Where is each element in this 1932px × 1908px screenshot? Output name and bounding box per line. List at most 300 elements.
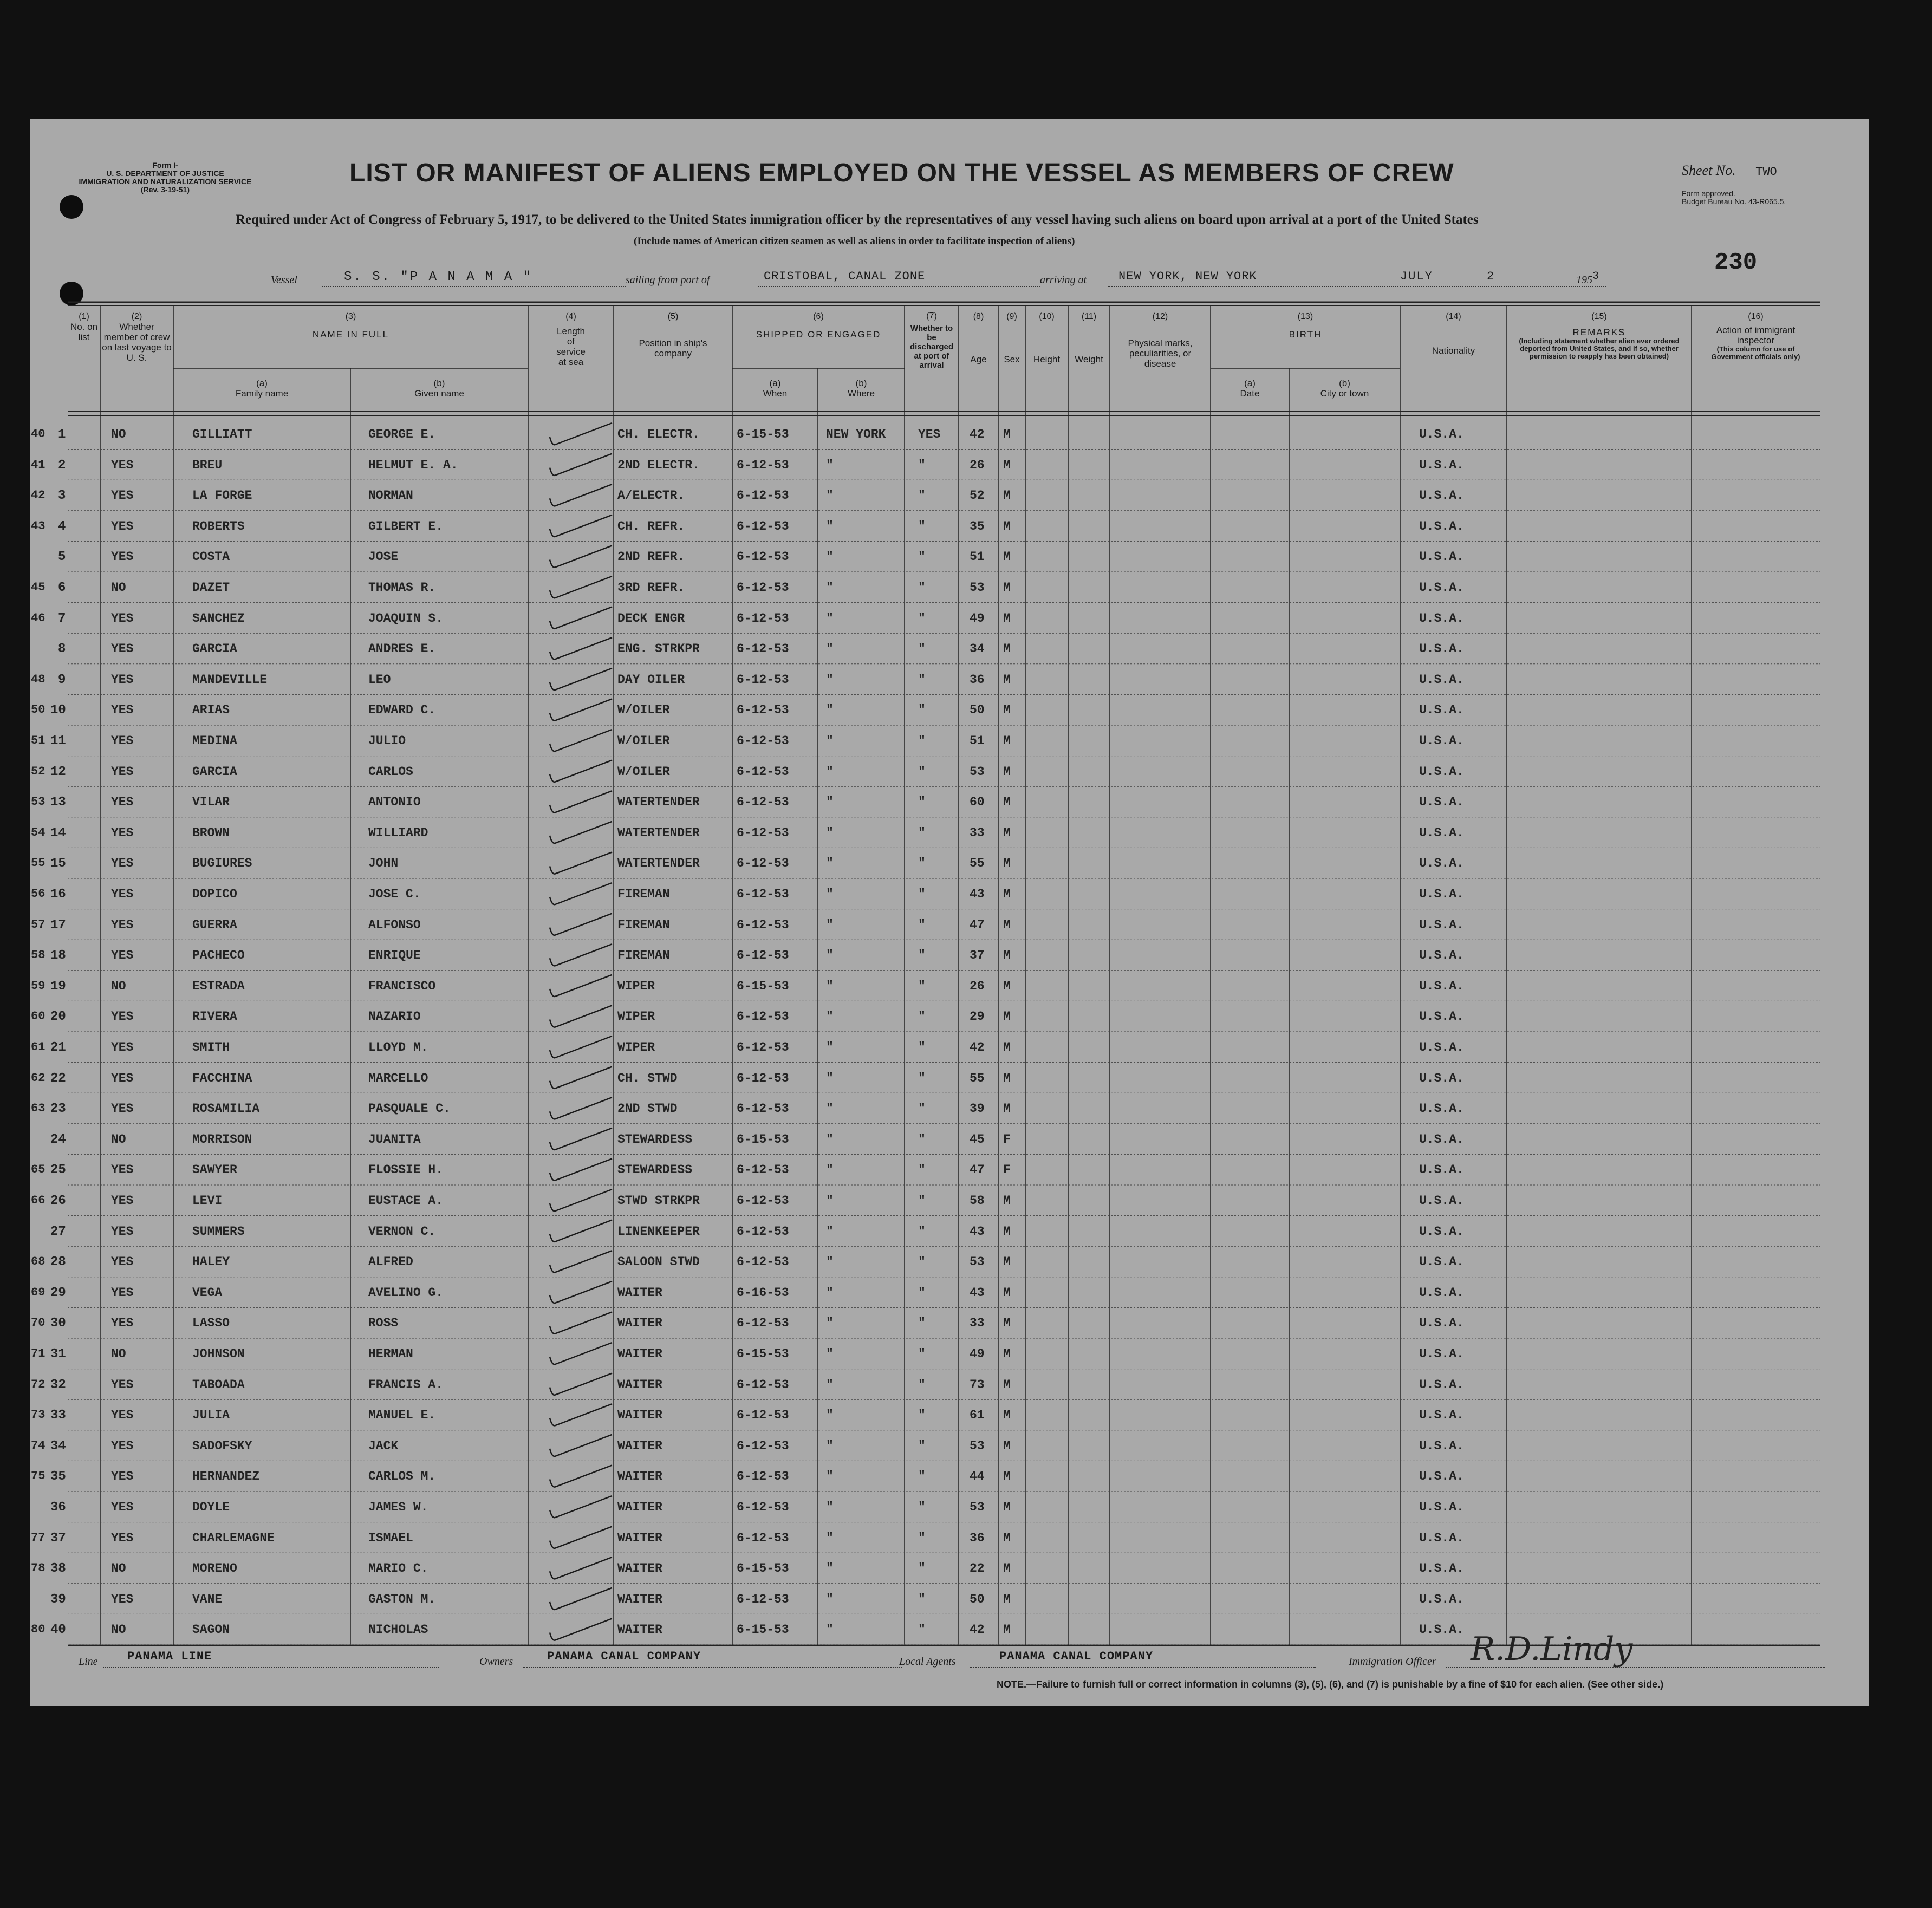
col9-number: (9) [1006,312,1017,321]
row-prefix-number: 57 [31,917,45,932]
age-cell: 52 [970,489,985,503]
family-name-cell: SUMMERS [192,1224,245,1239]
row-prefix-number: 61 [31,1040,45,1054]
family-name-cell: BUGIURES [192,856,252,871]
discharged-cell: " [918,1377,926,1392]
page-title: LIST OR MANIFEST OF ALIENS EMPLOYED ON THE VESSEL AS MEMBERS OF CREW [349,159,1454,187]
discharged-cell: " [918,1194,926,1208]
col6a-letter: (a) [769,378,781,388]
local-agents-value: PANAMA CANAL COMPANY [999,1650,1154,1663]
family-name-cell: BREU [192,458,223,472]
row-number: 40 [50,1623,66,1638]
row-number: 35 [50,1469,66,1484]
family-name-cell: DAZET [192,581,230,595]
discharged-cell: " [918,1071,926,1085]
age-cell: 42 [970,1040,985,1054]
position-cell: STEWARDESS [617,1163,693,1177]
age-cell: 53 [970,1438,985,1453]
given-name-cell: ENRIQUE [368,948,421,963]
col6b-header [818,378,905,399]
discharged-cell: " [918,1408,926,1423]
col5-number: (5) [667,312,679,321]
check-mark [550,484,612,506]
row-number: 33 [50,1408,66,1423]
given-name-cell: GASTON M. [368,1592,436,1606]
shipped-when-cell: 6-12-53 [737,489,789,503]
age-cell: 37 [970,948,985,963]
row-prefix-number: 68 [31,1255,45,1269]
given-name-cell: GILBERT E. [368,519,444,533]
row-prefix-number: 58 [31,948,45,962]
family-name-cell: ESTRADA [192,979,245,993]
discharged-cell: " [918,1561,926,1576]
family-name-cell: FACCHINA [192,1071,252,1085]
given-name-cell: ISMAEL [368,1531,413,1545]
family-name-cell: VEGA [192,1285,223,1300]
discharged-cell: " [918,703,926,718]
shipped-when-cell: 6-12-53 [737,550,789,564]
shipped-when-cell: 6-12-53 [737,458,789,472]
last-voyage-cell: YES [111,1224,134,1239]
arriving-at-port: NEW YORK, NEW YORK [1118,270,1257,283]
check-mark [550,545,612,567]
row-number: 37 [50,1531,66,1546]
col7-title: Whether to be discharged at port of arrival [909,324,954,370]
shipped-when-cell: 6-15-53 [737,427,789,441]
row-number: 24 [50,1132,66,1147]
last-voyage-cell: YES [111,1438,134,1453]
check-mark [550,1251,612,1272]
nationality-cell: U.S.A. [1419,427,1464,441]
shipped-when-cell: 6-12-53 [737,948,789,963]
col4-header [531,311,611,367]
last-voyage-cell: YES [111,1255,134,1269]
col7-number: (7) [926,311,937,321]
row-prefix-number: 71 [31,1347,45,1360]
family-name-cell: SAGON [192,1623,230,1637]
nationality-cell: U.S.A. [1419,489,1464,503]
shipped-when-cell: 6-12-53 [737,1010,789,1024]
age-cell: 26 [970,458,985,472]
family-name-cell: ROSAMILIA [192,1102,260,1116]
shipped-when-cell: 6-12-53 [737,642,789,656]
col6b-letter: (b) [855,378,867,388]
given-name-cell: EUSTACE A. [368,1194,444,1208]
row-number: 19 [50,979,66,994]
sex-cell: F [1003,1163,1011,1177]
row-prefix-number: 43 [31,519,45,533]
last-voyage-cell: YES [111,1285,134,1300]
family-name-cell: SADOFSKY [192,1438,252,1453]
shipped-when-cell: 6-15-53 [737,1561,789,1576]
last-voyage-cell: YES [111,550,134,564]
last-voyage-cell: YES [111,1316,134,1331]
shipped-where-cell: " [826,1592,834,1606]
sex-cell: M [1003,1500,1011,1514]
shipped-when-cell: 6-16-53 [737,1285,789,1300]
position-cell: W/OILER [617,734,670,748]
sex-cell: M [1003,1561,1011,1576]
discharged-cell: " [918,1592,926,1606]
shipped-when-cell: 6-12-53 [737,764,789,779]
given-name-cell: GEORGE E. [368,427,436,441]
check-mark [550,1220,612,1242]
shipped-when-cell: 6-12-53 [737,887,789,901]
last-voyage-cell: YES [111,1469,134,1484]
row-prefix-number: 53 [31,795,45,809]
given-name-cell: ALFONSO [368,917,421,932]
nationality-cell: U.S.A. [1419,1347,1464,1361]
page-subtitle: Required under Act of Congress of February 5, 1917, to be delivered to the United States immigration officer by the representatives of any vessel having such aliens on board upon arrival at a port of the United States [236,212,1479,227]
age-cell: 35 [970,519,985,533]
nationality-cell: U.S.A. [1419,1255,1464,1269]
row-number: 16 [50,887,66,902]
last-voyage-cell: YES [111,1592,134,1606]
col8-title: Age [970,354,987,364]
row-number: 9 [58,672,66,687]
col6-number: (6) [813,312,824,321]
family-name-cell: SANCHEZ [192,611,245,626]
shipped-when-cell: 6-15-53 [737,979,789,993]
last-voyage-cell: NO [111,979,126,993]
age-cell: 47 [970,917,985,932]
discharged-cell: " [918,1469,926,1484]
nationality-cell: U.S.A. [1419,703,1464,718]
col4-number: (4) [565,312,576,321]
check-mark [550,1588,612,1610]
family-name-cell: COSTA [192,550,230,564]
position-cell: WATERTENDER [617,795,700,810]
shipped-where-cell: " [826,672,834,687]
position-cell: WIPER [617,1010,655,1024]
position-cell: WAITER [617,1408,662,1423]
discharged-cell: " [918,1040,926,1054]
row-number: 6 [58,581,66,595]
nationality-cell: U.S.A. [1419,1561,1464,1576]
page-stamp-number: 230 [1714,249,1758,276]
last-voyage-cell: YES [111,519,134,533]
position-cell: WAITER [617,1561,662,1576]
last-voyage-cell: YES [111,1010,134,1024]
shipped-where-cell: " [826,1285,834,1300]
col16-number: (16) [1748,312,1764,321]
shipped-where-cell: " [826,917,834,932]
col3a-title: Family name [235,388,289,399]
col15-title: REMARKS [1572,327,1626,337]
sex-cell: M [1003,1102,1011,1116]
given-name-cell: JULIO [368,734,406,748]
col3-number: (3) [345,312,356,321]
row-number: 27 [50,1224,66,1239]
page-subtitle-note: (Include names of American citizen seamen as well as aliens in order to facilitate inspection of aliens) [634,236,1075,247]
row-number: 21 [50,1040,66,1055]
sex-cell: M [1003,611,1011,626]
shipped-where-cell: " [826,979,834,993]
family-name-cell: SMITH [192,1040,230,1054]
vessel-name: S. S. "P A N A M A " [344,270,533,284]
row-number: 34 [50,1438,66,1454]
row-number: 1 [58,427,66,442]
last-voyage-cell: YES [111,1500,134,1514]
family-name-cell: BROWN [192,825,230,840]
position-cell: SALOON STWD [617,1255,700,1269]
sex-cell: M [1003,672,1011,687]
discharged-cell: " [918,734,926,748]
sex-cell: M [1003,1071,1011,1085]
shipped-where-cell: " [826,1316,834,1331]
shipped-when-cell: 6-12-53 [737,1255,789,1269]
nationality-cell: U.S.A. [1419,734,1464,748]
shipped-where-cell: " [826,581,834,595]
col13-number: (13) [1297,312,1313,321]
col13-header [1211,311,1400,340]
col6-header [732,311,905,340]
shipped-when-cell: 6-12-53 [737,1592,789,1606]
row-prefix-number: 66 [31,1194,45,1207]
shipped-where-cell: " [826,1500,834,1514]
family-name-cell: VANE [192,1592,223,1606]
col3b-letter: (b) [433,378,445,388]
shipped-where-cell: " [826,611,834,626]
nationality-cell: U.S.A. [1419,887,1464,901]
age-cell: 50 [970,1592,985,1606]
family-name-cell: GUERRA [192,917,237,932]
check-mark [550,1404,612,1425]
row-prefix-number: 59 [31,979,45,993]
sex-cell: M [1003,1010,1011,1024]
nationality-cell: U.S.A. [1419,979,1464,993]
shipped-when-cell: 6-12-53 [737,1316,789,1331]
nationality-cell: U.S.A. [1419,795,1464,810]
col14-number: (14) [1446,312,1461,321]
row-prefix-number: 72 [31,1377,45,1391]
row-number: 22 [50,1071,66,1086]
position-cell: W/OILER [617,703,670,718]
nationality-cell: U.S.A. [1419,1500,1464,1514]
discharged-cell: " [918,979,926,993]
position-cell: CH. STWD [617,1071,678,1085]
col2-title: Whether member of crew on last voyage to U. S. [102,322,172,363]
sex-cell: M [1003,427,1011,441]
given-name-cell: HELMUT E. A. [368,458,458,472]
shipped-when-cell: 6-15-53 [737,1347,789,1361]
sex-cell: M [1003,1438,1011,1453]
age-cell: 44 [970,1469,985,1484]
year-suffix: 3 [1592,270,1599,283]
shipped-when-cell: 6-12-53 [737,856,789,871]
family-name-cell: GILLIATT [192,427,252,441]
nationality-cell: U.S.A. [1419,1010,1464,1024]
shipped-where-cell: " [826,519,834,533]
position-cell: 3RD REFR. [617,581,685,595]
footer-note: NOTE.—Failure to furnish full or correct information in columns (3), (5), (6), and (7) is punishable by a fine of $10 for each alien. (See other side.) [997,1679,1664,1690]
sex-cell: M [1003,917,1011,932]
row-number: 20 [50,1010,66,1025]
row-prefix-number: 78 [31,1561,45,1575]
discharged-cell: " [918,764,926,779]
owners-label: Owners [479,1656,513,1668]
discharged-cell: " [918,795,926,810]
col7-header [906,311,958,370]
nationality-cell: U.S.A. [1419,1531,1464,1545]
discharged-cell: " [918,550,926,564]
nationality-cell: U.S.A. [1419,1194,1464,1208]
check-mark [550,1435,612,1456]
sex-cell: M [1003,1285,1011,1300]
sex-cell: M [1003,1408,1011,1423]
shipped-when-cell: 6-12-53 [737,581,789,595]
family-name-cell: LASSO [192,1316,230,1331]
position-cell: WAITER [617,1285,662,1300]
sex-cell: M [1003,887,1011,901]
discharged-cell: " [918,1347,926,1361]
position-cell: 2ND REFR. [617,550,685,564]
discharged-cell: " [918,1531,926,1545]
shipped-where-cell: " [826,1377,834,1392]
form-service: IMMIGRATION AND NATURALIZATION SERVICE [79,177,252,186]
discharged-cell: " [918,1132,926,1147]
age-cell: 42 [970,427,985,441]
given-name-cell: NORMAN [368,489,413,503]
age-cell: 73 [970,1377,985,1392]
check-mark [550,1281,612,1303]
check-mark [550,1557,612,1579]
arriving-at-label: arriving at [1040,274,1087,286]
check-mark [550,1527,612,1548]
last-voyage-cell: YES [111,672,134,687]
check-mark [550,791,612,812]
shipped-where-cell: " [826,1040,834,1054]
row-prefix-number: 63 [31,1102,45,1116]
age-cell: 53 [970,1500,985,1514]
family-name-cell: MEDINA [192,734,237,748]
age-cell: 53 [970,764,985,779]
col3-header [173,311,528,340]
sex-cell: M [1003,489,1011,503]
age-cell: 22 [970,1561,985,1576]
given-name-cell: ANTONIO [368,795,421,810]
last-voyage-cell: YES [111,917,134,932]
nationality-cell: U.S.A. [1419,1592,1464,1606]
nationality-cell: U.S.A. [1419,856,1464,871]
shipped-where-cell: " [826,1408,834,1423]
sex-cell: M [1003,642,1011,656]
shipped-where-cell: " [826,489,834,503]
shipped-where-cell: " [826,1194,834,1208]
given-name-cell: JAMES W. [368,1500,428,1514]
given-name-cell: MARCELLO [368,1071,428,1085]
family-name-cell: LEVI [192,1194,223,1208]
family-name-cell: TABOADA [192,1377,245,1392]
check-mark [550,1465,612,1487]
sex-cell: M [1003,1194,1011,1208]
row-number: 11 [50,734,66,748]
discharged-cell: " [918,856,926,871]
col14-header [1400,311,1507,356]
position-cell: WATERTENDER [617,825,700,840]
shipped-where-cell: " [826,1163,834,1177]
nationality-cell: U.S.A. [1419,672,1464,687]
shipped-where-cell: " [826,1255,834,1269]
position-cell: DECK ENGR [617,611,685,626]
last-voyage-cell: YES [111,458,134,472]
col15-number: (15) [1591,312,1607,321]
shipped-when-cell: 6-15-53 [737,1623,789,1637]
col1-header [68,311,100,342]
family-name-cell: GARCIA [192,642,237,656]
last-voyage-cell: YES [111,795,134,810]
family-name-cell: RIVERA [192,1010,237,1024]
given-name-cell: CARLOS M. [368,1469,436,1484]
row-number: 3 [58,489,66,504]
row-number: 4 [58,519,66,534]
check-mark [550,1312,612,1333]
shipped-where-cell: " [826,1531,834,1545]
check-mark [550,914,612,935]
check-mark [550,668,612,690]
discharged-cell: " [918,672,926,687]
check-mark [550,1097,612,1119]
col10-title: Height [1033,354,1061,364]
age-cell: 53 [970,581,985,595]
sex-cell: M [1003,550,1011,564]
shipped-where-cell: " [826,703,834,718]
family-name-cell: MORRISON [192,1132,252,1147]
nationality-cell: U.S.A. [1419,1408,1464,1423]
position-cell: WAITER [617,1347,662,1361]
given-name-cell: THOMAS R. [368,581,436,595]
given-name-cell: LEO [368,672,391,687]
col11-header [1068,311,1110,364]
nationality-cell: U.S.A. [1419,1040,1464,1054]
col3b-header [350,378,528,399]
row-prefix-number: 77 [31,1531,45,1545]
shipped-where-cell: " [826,550,834,564]
sex-cell: M [1003,734,1011,748]
row-prefix-number: 69 [31,1285,45,1299]
given-name-cell: ANDRES E. [368,642,436,656]
given-name-cell: VERNON C. [368,1224,436,1239]
col13-title: BIRTH [1289,329,1322,340]
last-voyage-cell: NO [111,427,126,441]
col13a-letter: (a) [1244,378,1256,388]
age-cell: 43 [970,1285,985,1300]
line-label: Line [79,1656,98,1668]
arrival-month: JULY [1400,270,1433,283]
position-cell: A/ELECTR. [617,489,685,503]
row-number: 14 [50,825,66,841]
vessel-label: Vessel [271,274,297,286]
check-mark [550,1343,612,1364]
row-prefix-number: 46 [31,611,45,625]
nationality-cell: U.S.A. [1419,611,1464,626]
sex-cell: M [1003,1040,1011,1054]
position-cell: CH. REFR. [617,519,685,533]
shipped-where-cell: " [826,795,834,810]
nationality-cell: U.S.A. [1419,1071,1464,1085]
age-cell: 61 [970,1408,985,1423]
immigration-officer-signature: R.D.Lindy [1471,1630,1633,1668]
last-voyage-cell: YES [111,734,134,748]
position-cell: STEWARDESS [617,1132,693,1147]
given-name-cell: JOHN [368,856,399,871]
last-voyage-cell: NO [111,1561,126,1576]
family-name-cell: CHARLEMAGNE [192,1531,275,1545]
arrival-day: 2 [1487,270,1496,283]
row-number: 10 [50,703,66,718]
given-name-cell: JACK [368,1438,399,1453]
shipped-where-cell: " [826,856,834,871]
